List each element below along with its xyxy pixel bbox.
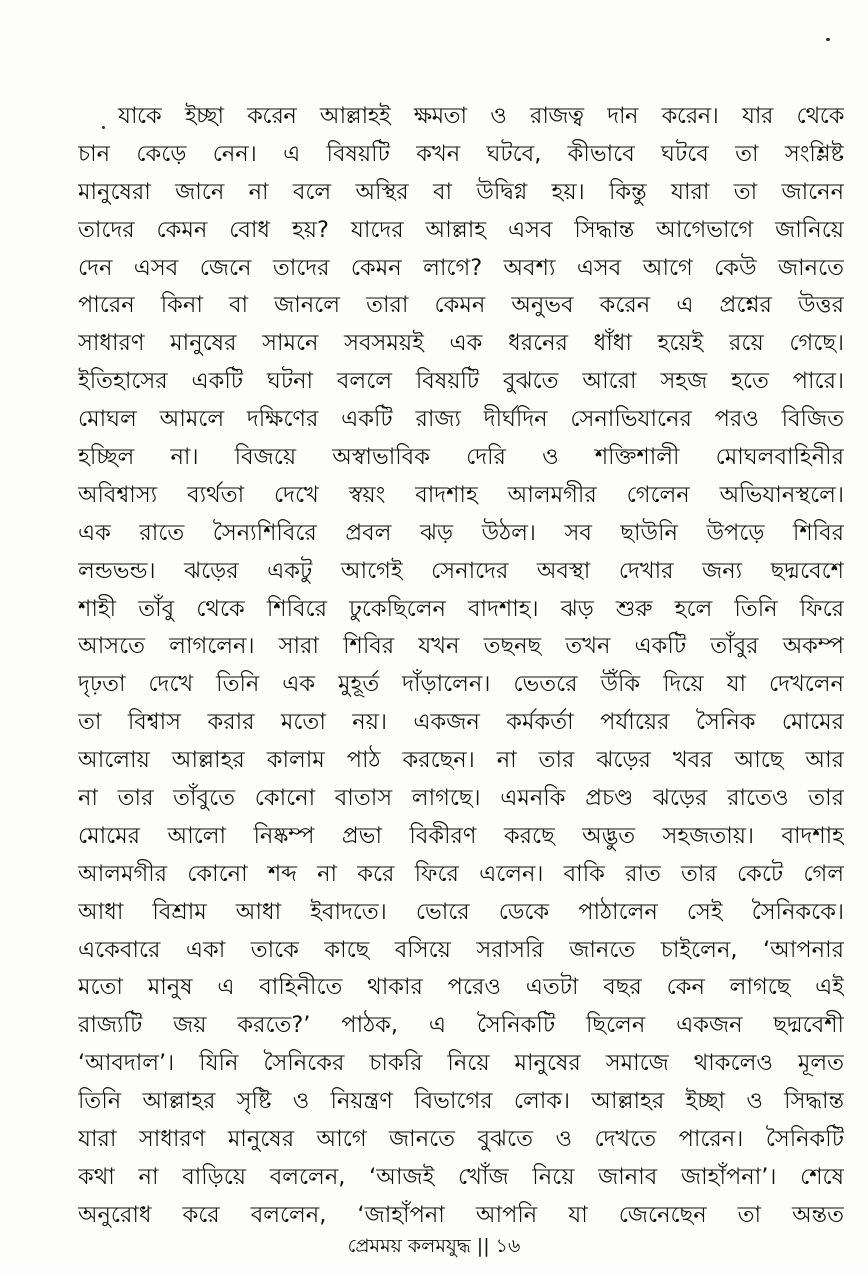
text-line: কথা না বাড়িয়ে বললেন, ‘আজই খোঁজ নিয়ে জানাব জাহাঁপনা’। শেষে <box>78 1163 844 1190</box>
text-line: আসতে লাগলেন। সারা শিবির যখন তছনছ তখন একটি তাঁবুর অকম্প <box>78 633 844 660</box>
text-line: ‘আবদাল’। যিনি সৈনিকের চাকরি নিয়ে মানুষের সমাজে থাকলেও মূলত <box>78 1050 844 1077</box>
text-line: এক রাতে সৈন্যশিবিরে প্রবল ঝড় উঠল। সব ছাউনি উপড়ে শিবির <box>78 519 844 546</box>
text-line: আধা বিশ্রাম আধা ইবাদতে। ভোরে ডেকে পাঠালেন সেই সৈনিককে। <box>78 898 844 925</box>
text-line: লন্ডভন্ড। ঝড়ের একটু আগেই সেনাদের অবস্থা দেখার জন্য ছদ্মবেশে <box>78 557 844 584</box>
text-line: আলমগীর কোনো শব্দ না করে ফিরে এলেন। বাকি রাত তার কেটে গেল <box>78 860 844 887</box>
text-line: তিনি আল্লাহর সৃষ্টি ও নিয়ন্ত্রণ বিভাগের লোক। আল্লাহর ইচ্ছা ও সিদ্ধান্ত <box>78 1088 844 1115</box>
body-text <box>78 98 844 1235</box>
text-line: অনুরোধ করে বললেন, ‘জাহাঁপনা আপনি যা জেনেছেন তা অন্তত <box>78 1201 844 1228</box>
footer-separator: || <box>476 1235 490 1257</box>
text-line: সাধারণ মানুষের সামনে সবসময়ই এক ধরনের ধাঁধা হয়েই রয়ে গেছে। <box>78 330 844 357</box>
text-line: দেন এসব জেনে তাদের কেমন লাগে? অবশ্য এসব আগে কেউ জানতে <box>78 254 844 281</box>
text-line: তাদের কেমন বোধ হয়? যাদের আল্লাহ এসব সিদ্ধান্ত আগেভাগে জানিয়ে <box>78 216 844 243</box>
text-line: রাজ্যটি জয় করতে?’ পাঠক, এ সৈনিকটি ছিলেন একজন ছদ্মবেশী <box>78 1012 844 1039</box>
text-line: একেবারে একা তাকে কাছে বসিয়ে সরাসরি জানতে চাইলেন, ‘আপনার <box>78 936 844 963</box>
text-line: পারেন কিনা বা জানলে তারা কেমন অনুভব করেন এ প্রশ্নের উত্তর <box>78 292 844 319</box>
scan-speck <box>826 38 830 41</box>
text-line: না তার তাঁবুতে কোনো বাতাস লাগছে। এমনকি প্রচণ্ড ঝড়ের রাতেও তার <box>78 785 844 812</box>
text-line: মোমের আলো নিষ্কম্প প্রভা বিকীরণ করছে অদ্ভুত সহজতায়। বাদশাহ <box>78 822 844 849</box>
text-line: তা বিশ্বাস করার মতো নয়। একজন কর্মকর্তা পর্যায়ের সৈনিক মোমের <box>78 709 844 736</box>
text-line: দৃঢ়তা দেখে তিনি এক মুহূর্ত দাঁড়ালেন। ভেতরে উঁকি দিয়ে যা দেখলেন <box>78 671 844 698</box>
text-line: চান কেড়ে নেন। এ বিষয়টি কখন ঘটবে, কীভাবে ঘটবে তা সংশ্লিষ্ট <box>78 140 844 167</box>
text-line: যাকে ইচ্ছা করেন আল্লাহই ক্ষমতা ও রাজত্ব দান করেন। যার থেকে <box>118 103 844 129</box>
text-line: হচ্ছিল না। বিজয়ে অস্বাভাবিক দেরি ও শক্তিশালী মোঘলবাহিনীর <box>78 444 844 471</box>
page-number: ১৬ <box>495 1235 521 1257</box>
text-line: মতো মানুষ এ বাহিনীতে থাকার পরেও এতটা বছর কেন লাগছে এই <box>78 974 844 1001</box>
text-line: আলোয় আল্লাহর কালাম পাঠ করছেন। না তার ঝড়ের খবর আছে আর <box>78 747 844 774</box>
page-footer <box>0 1232 868 1264</box>
text-line: যারা সাধারণ মানুষের আগে জানতে বুঝতে ও দেখতে পারেন। সৈনিকটি <box>78 1126 844 1153</box>
text-line: মানুষেরা জানে না বলে অস্থির বা উদ্বিগ্ন হয়। কিন্তু যারা তা জানেন <box>78 178 844 205</box>
book-title: প্রেমময় কলমযুদ্ধ <box>347 1235 471 1257</box>
text-line: মোঘল আমলে দক্ষিণের একটি রাজ্য দীর্ঘদিন সেনাভিযানের পরও বিজিত <box>78 406 844 433</box>
text-line: শাহী তাঁবু থেকে শিবিরে ঢুকেছিলেন বাদশাহ। ঝড় শুরু হলে তিনি ফিরে <box>78 595 844 622</box>
text-line: ইতিহাসের একটি ঘটনা বললে বিষয়টি বুঝতে আরো সহজ হতে পারে। <box>78 368 844 395</box>
text-line: অবিশ্বাস্য ব্যর্থতা দেখে স্বয়ং বাদশাহ আলমগীর গেলেন অভিযানস্থলে। <box>78 481 844 508</box>
